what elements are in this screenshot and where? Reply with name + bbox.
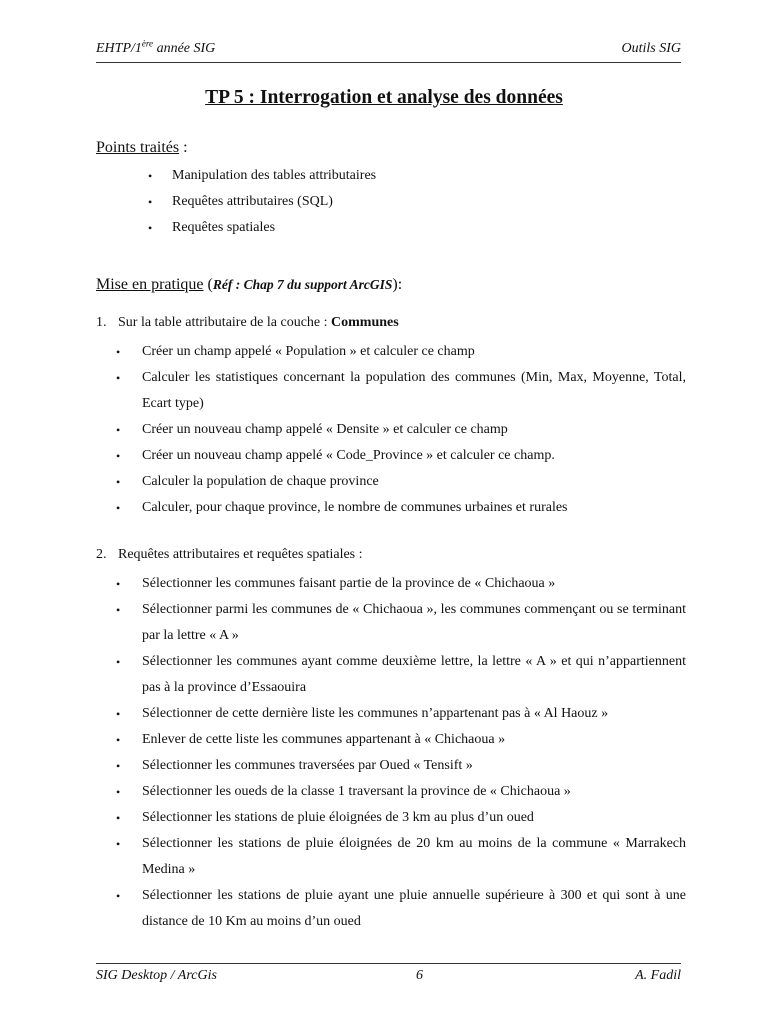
- page-footer: [96, 963, 681, 984]
- page-number: 6: [416, 968, 423, 983]
- bullet-icon: •: [116, 655, 121, 669]
- list-item: • Calculer, pour chaque province, le nombre de communes urbaines et rurales: [96, 495, 686, 521]
- list-item: • Créer un nouveau champ appelé « Densite » et calculer ce champ: [96, 417, 686, 443]
- list-item: • Calculer les statistiques concernant la population des communes (Min, Max, Moyenne, Total, Ecart type): [96, 365, 686, 417]
- list-item: • Sélectionner les oueds de la classe 1 traversant la province de « Chichaoua »: [96, 779, 686, 805]
- practice-reference: Réf : Chap 7 du support ArcGIS: [212, 277, 393, 292]
- list-item: • Requêtes spatiales: [148, 218, 376, 244]
- bullet-icon: •: [116, 423, 121, 437]
- bullet-icon: •: [148, 169, 153, 183]
- list-item: • Créer un champ appelé « Population » et calculer ce champ: [96, 339, 686, 365]
- bullet-icon: •: [116, 603, 121, 617]
- bullet-icon: •: [116, 759, 121, 773]
- question-1-title: 1. Sur la table attributaire de la couche : Communes: [96, 315, 399, 330]
- bullet-icon: •: [116, 345, 121, 359]
- points-heading: Points traités :: [96, 139, 188, 156]
- list-item: • Sélectionner les communes traversées par Oued « Tensift »: [96, 753, 686, 779]
- bullet-icon: •: [148, 195, 153, 209]
- bullet-icon: •: [116, 837, 121, 851]
- question-1: [96, 313, 686, 521]
- list-item: • Sélectionner les communes ayant comme deuxième lettre, la lettre « A » et qui n’appartiennent pas à la province d’Essaouira: [96, 649, 686, 701]
- bullet-icon: •: [116, 707, 121, 721]
- page-title: TP 5 : Interrogation et analyse des données: [205, 87, 563, 108]
- bullet-icon: •: [116, 577, 121, 591]
- list-item: • Enlever de cette liste les communes appartenant à « Chichaoua »: [96, 727, 686, 753]
- question-2-list: [96, 571, 686, 935]
- practice-heading: Mise en pratique (Réf : Chap 7 du support ArcGIS):: [96, 276, 403, 293]
- bullet-icon: •: [148, 221, 153, 235]
- header-course: EHTP/1ère année SIG: [96, 38, 216, 56]
- list-item: • Manipulation des tables attributaires: [148, 166, 376, 192]
- bullet-icon: •: [116, 889, 121, 903]
- points-list: [148, 166, 376, 244]
- list-item: • Créer un nouveau champ appelé « Code_Province » et calculer ce champ.: [96, 443, 686, 469]
- question-2-title: 2. Requêtes attributaires et requêtes spatiales :: [96, 547, 363, 562]
- list-item: • Sélectionner de cette dernière liste les communes n’appartenant pas à « Al Haouz »: [96, 701, 686, 727]
- footer-author: A. Fadil: [635, 968, 681, 983]
- list-item: • Sélectionner parmi les communes de « Chichaoua », les communes commençant ou se terminant par la lettre « A »: [96, 597, 686, 649]
- bullet-icon: •: [116, 449, 121, 463]
- bullet-icon: •: [116, 733, 121, 747]
- question-2: [96, 545, 686, 935]
- header-module: Outils SIG: [621, 41, 681, 56]
- bullet-icon: •: [116, 811, 121, 825]
- page-header: [96, 38, 681, 63]
- list-item: • Sélectionner les communes faisant partie de la province de « Chichaoua »: [96, 571, 686, 597]
- footer-course: SIG Desktop / ArcGis: [96, 968, 217, 983]
- bullet-icon: •: [116, 785, 121, 799]
- list-item: • Sélectionner les stations de pluie éloignées de 3 km au plus d’un oued: [96, 805, 686, 831]
- list-item: • Requêtes attributaires (SQL): [148, 192, 376, 218]
- list-item: • Sélectionner les stations de pluie ayant une pluie annuelle supérieure à 300 et qui sont à une distance de 10 Km au moins d’un oued: [96, 883, 686, 935]
- bullet-icon: •: [116, 501, 121, 515]
- bullet-icon: •: [116, 475, 121, 489]
- list-item: • Calculer la population de chaque province: [96, 469, 686, 495]
- question-1-list: [96, 339, 686, 521]
- list-item: • Sélectionner les stations de pluie éloignées de 20 km au moins de la commune « Marrakech Medina »: [96, 831, 686, 883]
- bullet-icon: •: [116, 371, 121, 385]
